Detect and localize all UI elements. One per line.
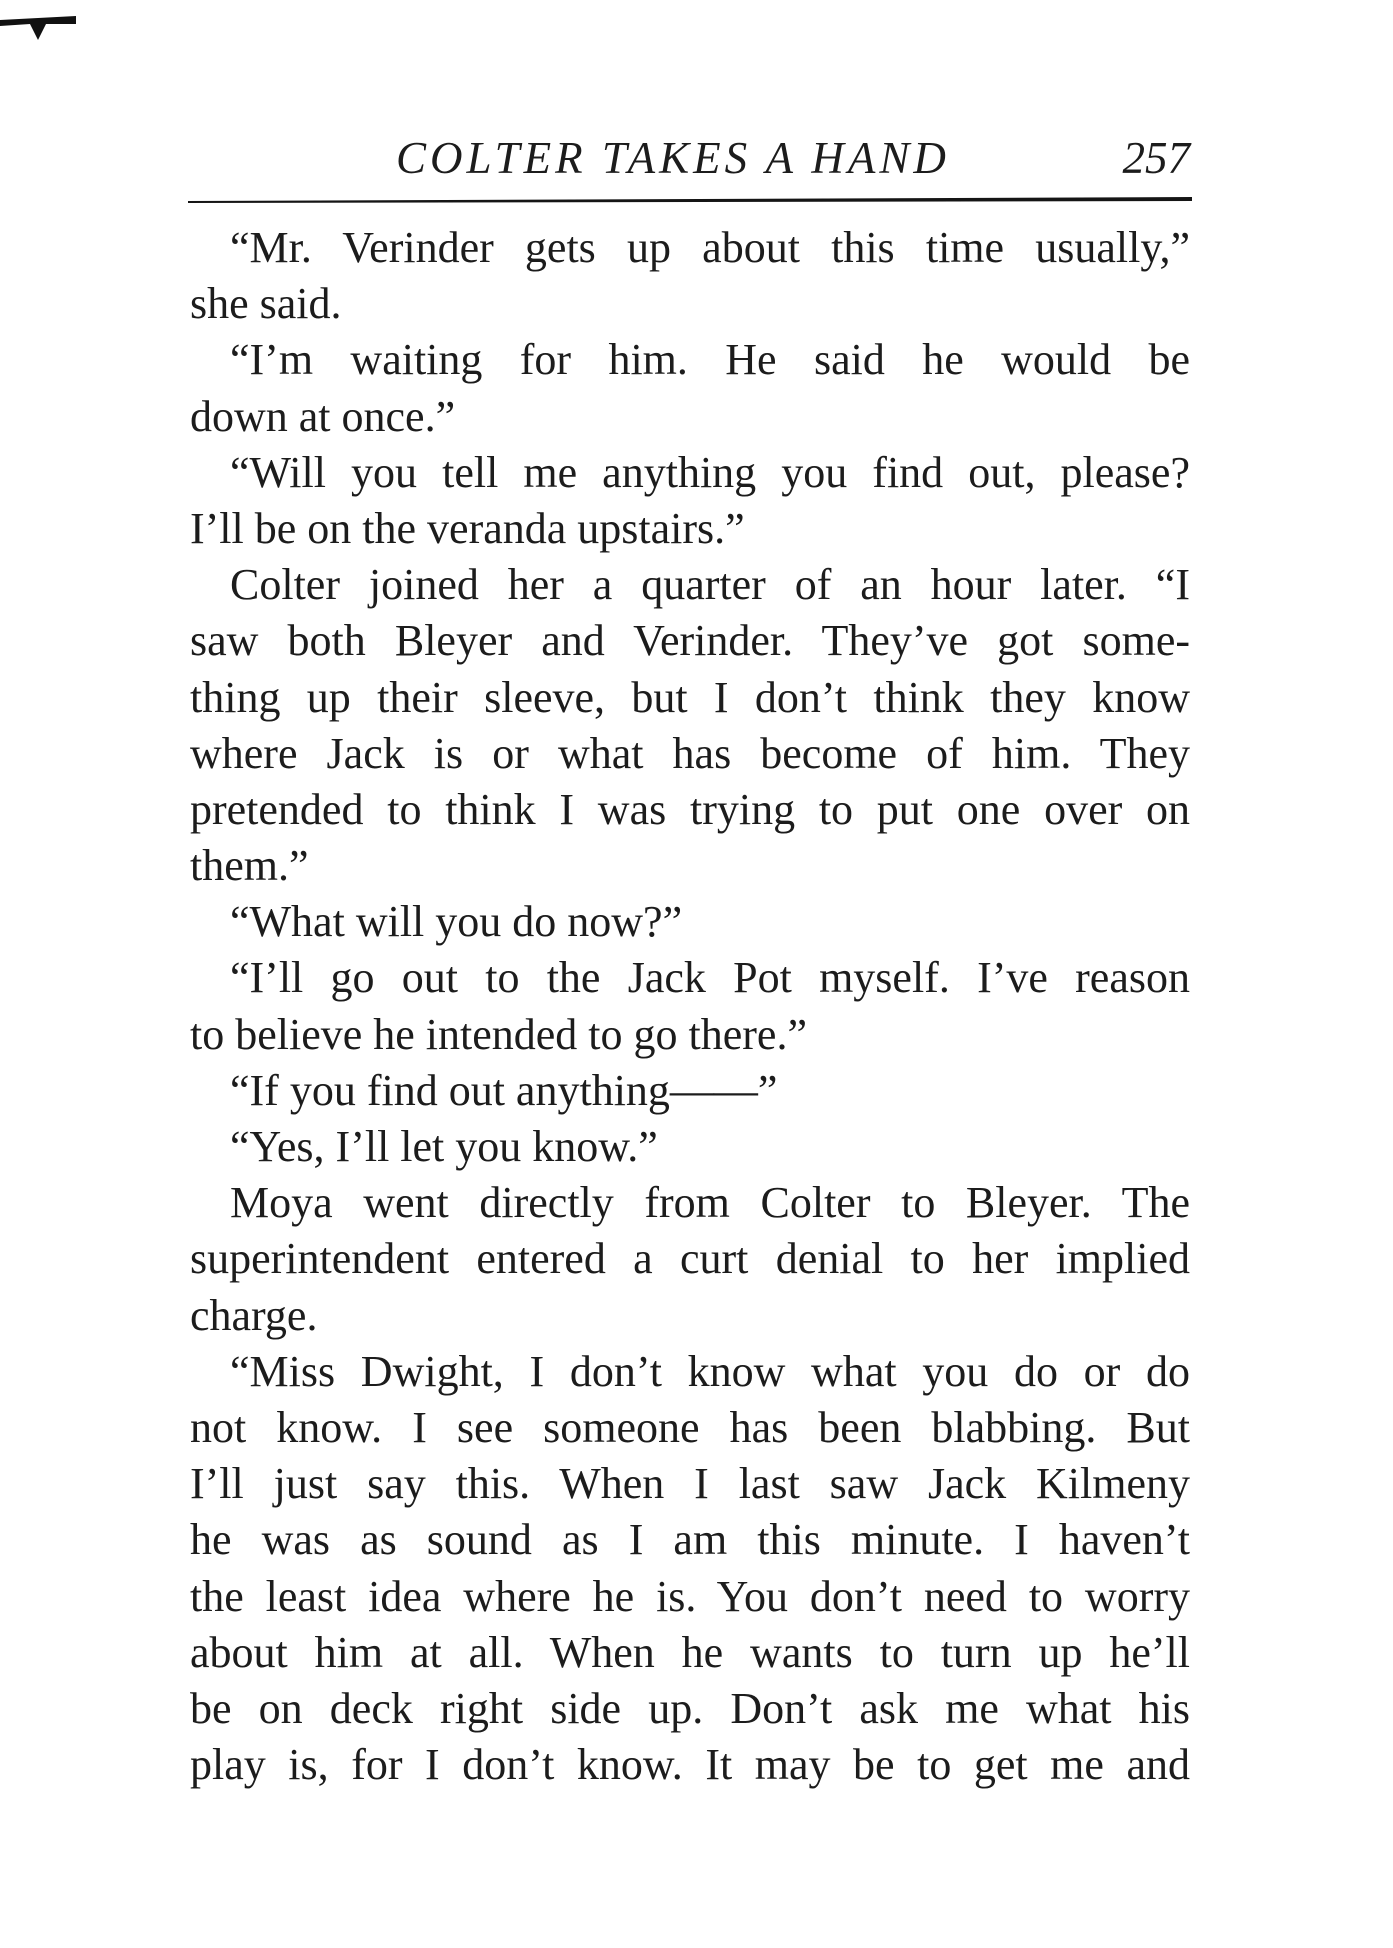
page-body: [190, 220, 1190, 1793]
text-line: “Will you tell me anything you find out, please?: [230, 447, 1190, 497]
text-line: down at once.”: [190, 391, 456, 441]
running-head: [190, 130, 1190, 186]
text-line: Moya went directly from Colter to Bleyer. The: [230, 1178, 1190, 1228]
text-line: thing up their sleeve, but I don’t think they know: [190, 672, 1190, 722]
text-line: “Miss Dwight, I don’t know what you do or do: [230, 1346, 1190, 1396]
text-line: Colter joined her a quarter of an hour later. “I: [230, 560, 1190, 610]
text-line: “Yes, I’ll let you know.”: [230, 1122, 658, 1171]
text-line: superintendent entered a curt denial to her implied: [190, 1234, 1190, 1284]
text-line: “What will you do now?”: [230, 897, 683, 947]
text-line: “Mr. Verinder gets up about this time usually,”: [230, 223, 1190, 272]
text-line: charge.: [190, 1290, 318, 1340]
text-line: saw both Bleyer and Verinder. They’ve got some-: [190, 616, 1190, 666]
running-title: COLTER TAKES A HAND: [396, 133, 950, 183]
text-line: I’ll just say this. When I last saw Jack Kilmeny: [190, 1459, 1190, 1509]
page-number: 257: [1122, 133, 1190, 183]
text-line: “If you find out anything——”: [230, 1065, 778, 1115]
text-line: he was as sound as I am this minute. I haven’t: [190, 1515, 1190, 1565]
text-line: I’ll be on the veranda upstairs.”: [190, 503, 745, 553]
text-line: the least idea where he is. You don’t need to worry: [190, 1571, 1190, 1621]
text-line: she said.: [190, 279, 342, 329]
text-line: to believe he intended to go there.”: [190, 1009, 807, 1059]
text-line: pretended to think I was trying to put one over on: [190, 784, 1190, 834]
text-line: play is, for I don’t know. It may be to get me and: [190, 1740, 1190, 1790]
text-line: where Jack is or what has become of him. They: [190, 728, 1190, 778]
corner-arrow-mark: [0, 14, 76, 40]
header-rule: [188, 196, 1192, 204]
text-line: be on deck right side up. Don’t ask me what his: [190, 1683, 1190, 1733]
text-line: “I’ll go out to the Jack Pot myself. I’ve reason: [230, 953, 1190, 1003]
text-line: not know. I see someone has been blabbing. But: [190, 1402, 1190, 1452]
text-line: “I’m waiting for him. He said he would be: [230, 335, 1190, 385]
text-line: about him at all. When he wants to turn up he’ll: [190, 1627, 1190, 1677]
text-line: them.”: [190, 841, 309, 891]
